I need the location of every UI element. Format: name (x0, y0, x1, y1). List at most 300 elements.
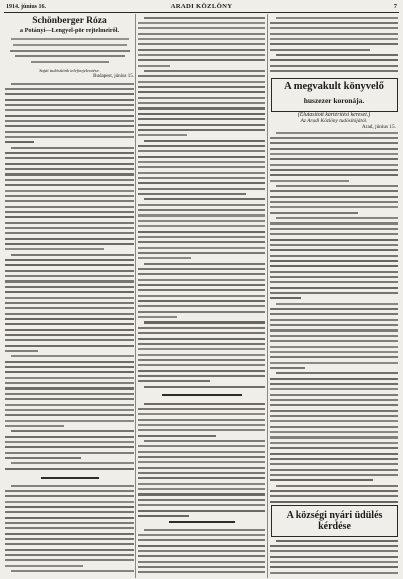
text-line (270, 287, 398, 289)
text-line (270, 33, 398, 35)
text-line (5, 387, 134, 389)
text-line (138, 113, 265, 115)
text-line (138, 182, 265, 184)
text-line (270, 550, 398, 552)
text-line (138, 33, 265, 35)
text-line (5, 393, 134, 395)
text-line (270, 180, 349, 182)
text-line (270, 399, 398, 401)
text-line (5, 184, 134, 186)
text-line (5, 522, 134, 524)
text-line (5, 109, 134, 111)
text-line (138, 429, 265, 431)
article-dateline: Arad, június 15. (361, 124, 396, 130)
text-line (270, 394, 398, 396)
text-line (138, 493, 265, 495)
text-line (138, 107, 265, 109)
text-line (5, 275, 134, 277)
text-line (5, 549, 134, 551)
text-line (5, 99, 134, 101)
text-line (138, 124, 265, 126)
text-line (5, 157, 134, 159)
text-line (5, 222, 134, 224)
text-line (5, 264, 134, 266)
text-line (5, 517, 134, 519)
text-line (270, 415, 398, 417)
text-line (5, 302, 134, 304)
text-line (5, 398, 134, 400)
text-line (11, 462, 134, 464)
text-line (138, 338, 265, 340)
text-line (138, 268, 265, 270)
text-line (270, 196, 398, 198)
text-line (270, 49, 370, 51)
text-line (138, 332, 265, 334)
text-line (270, 276, 398, 278)
text-line (270, 239, 398, 241)
text-line (270, 201, 398, 203)
text-line (138, 467, 265, 469)
text-line (138, 273, 265, 275)
text-line (138, 364, 265, 366)
text-line (276, 303, 398, 305)
text-line (138, 252, 265, 254)
text-line (5, 227, 134, 229)
text-line (276, 17, 398, 19)
text-line (5, 125, 134, 127)
text-line (138, 311, 265, 313)
text-line (144, 70, 265, 72)
text-line (5, 452, 134, 454)
text-line (270, 137, 398, 139)
text-line (270, 65, 398, 67)
text-line (138, 561, 265, 563)
text-line (5, 468, 134, 470)
text-line (276, 485, 398, 487)
text-line (5, 163, 134, 165)
text-line (138, 43, 265, 45)
text-line (144, 440, 265, 442)
page-number: 7 (393, 3, 397, 10)
text-line (5, 115, 134, 117)
text-line (138, 472, 265, 474)
text-line (5, 414, 134, 416)
text-line (270, 362, 398, 364)
text-line (138, 279, 265, 281)
text-line (270, 572, 398, 574)
text-line (138, 156, 265, 158)
issue-date: 1914. június 16. (6, 4, 47, 10)
text-line (270, 174, 398, 176)
text-line (138, 289, 265, 291)
text-line (5, 501, 134, 503)
text-line (138, 172, 265, 174)
text-line (270, 458, 398, 460)
text-line (15, 55, 125, 57)
text-line (5, 136, 134, 138)
text-line (270, 410, 398, 412)
text-line (138, 86, 265, 88)
text-line (270, 255, 398, 257)
text-line (5, 88, 134, 90)
text-line (270, 297, 301, 299)
text-line (5, 323, 134, 325)
text-line (11, 147, 134, 149)
text-line (138, 54, 265, 56)
text-line (138, 27, 265, 29)
text-line (5, 232, 134, 234)
text-line (5, 179, 134, 181)
text-line (270, 356, 398, 358)
text-line (138, 305, 265, 307)
text-line (138, 150, 265, 152)
text-line (270, 70, 398, 72)
text-line (138, 91, 265, 93)
text-line (144, 17, 265, 19)
text-line (270, 447, 398, 449)
text-line (5, 238, 134, 240)
text-line (144, 198, 265, 200)
text-line (138, 456, 265, 458)
text-line (270, 561, 398, 563)
text-line (5, 286, 134, 288)
text-line (138, 571, 265, 573)
text-line (5, 131, 134, 133)
text-line (138, 451, 265, 453)
article-byline: Az Aradi Közlöny tudósítójától. (300, 118, 368, 124)
text-line (270, 169, 398, 171)
heading-line (41, 477, 99, 480)
text-line (276, 54, 398, 56)
heading-line (169, 521, 235, 524)
text-line (5, 173, 134, 175)
text-line (5, 216, 134, 218)
text-line (138, 380, 210, 382)
text-line (270, 59, 398, 61)
text-line (5, 291, 134, 293)
text-line (270, 158, 398, 160)
text-line (5, 371, 134, 373)
text-line (138, 555, 265, 557)
text-line (138, 59, 265, 61)
text-line (270, 469, 398, 471)
text-line (5, 339, 134, 341)
text-line (276, 185, 398, 187)
text-line (270, 501, 398, 503)
text-line (5, 141, 34, 143)
text-line (138, 22, 265, 24)
text-line (138, 545, 265, 547)
text-line (270, 228, 398, 230)
text-line (138, 129, 265, 131)
text-line (138, 413, 265, 415)
text-line (5, 404, 134, 406)
text-line (144, 529, 265, 531)
text-line (270, 340, 398, 342)
text-line (270, 22, 398, 24)
text-line (138, 241, 265, 243)
text-line (270, 378, 398, 380)
article-title: A megvakult könyvelő (284, 81, 384, 92)
text-line (138, 214, 265, 216)
text-line (270, 431, 398, 433)
text-line (270, 244, 398, 246)
text-line (270, 566, 398, 568)
text-line (5, 425, 64, 427)
text-line (144, 263, 265, 265)
text-line (5, 248, 104, 250)
text-line (144, 321, 265, 323)
text-line (138, 193, 246, 195)
text-line (138, 97, 265, 99)
text-line (5, 297, 134, 299)
text-line (5, 527, 134, 529)
text-line (5, 270, 134, 272)
text-line (138, 375, 265, 377)
text-line (270, 426, 398, 428)
text-line (138, 566, 265, 568)
text-line (270, 335, 398, 337)
text-line (270, 164, 398, 166)
article-dateline: Budapest, június 15. (93, 74, 134, 79)
text-line (270, 313, 398, 315)
text-line (5, 120, 134, 122)
text-line (5, 313, 134, 315)
text-line (5, 490, 134, 492)
text-line (270, 545, 398, 547)
text-line (5, 506, 134, 508)
text-line (270, 206, 398, 208)
article-title: A községi nyári üdülés kérdése (286, 509, 383, 532)
text-line (270, 383, 398, 385)
text-line (138, 225, 265, 227)
article-byline: Saját tudósítónk telefonjelentése. (39, 68, 100, 73)
text-line (5, 168, 134, 170)
text-line (270, 346, 398, 348)
text-line (144, 403, 265, 405)
text-line (5, 345, 134, 347)
text-line (5, 104, 134, 106)
article-deck: (Elutasított kártérítési kereset.) (297, 112, 371, 118)
text-line (138, 327, 265, 329)
text-line (138, 204, 265, 206)
masthead: ARADI KÖZLÖNY (170, 3, 233, 10)
text-line (11, 254, 134, 256)
text-line (138, 145, 265, 147)
text-line (5, 211, 134, 213)
text-line (270, 490, 398, 492)
text-line (138, 161, 265, 163)
text-line (270, 479, 373, 481)
text-line (138, 461, 265, 463)
text-line (138, 38, 265, 40)
text-line (138, 65, 170, 67)
text-line (270, 43, 398, 45)
text-line (138, 102, 265, 104)
text-line (138, 488, 265, 490)
text-line (270, 308, 398, 310)
text-line (5, 377, 134, 379)
text-line (270, 324, 398, 326)
text-line (138, 134, 187, 136)
text-line (138, 177, 265, 179)
text-line (138, 515, 189, 517)
text-line (144, 386, 265, 388)
text-line (270, 212, 358, 214)
text-line (5, 559, 134, 561)
text-line (270, 495, 398, 497)
text-line (138, 220, 265, 222)
text-line (138, 188, 265, 190)
article-subtitle: huszezer koronája. (303, 96, 365, 105)
text-line (11, 485, 134, 487)
text-line (270, 233, 398, 235)
text-line (270, 265, 398, 267)
text-line (270, 249, 398, 251)
text-line (5, 543, 134, 545)
text-line (11, 355, 134, 357)
article-subtitle: a Potányi—Lengyel-pör rejtelmeiről. (19, 27, 120, 34)
text-line (270, 271, 398, 273)
text-line (5, 243, 134, 245)
text-line (5, 554, 134, 556)
text-line (138, 477, 265, 479)
text-line (270, 222, 398, 224)
text-line (5, 195, 134, 197)
text-line (276, 372, 398, 374)
text-line (10, 50, 130, 52)
text-line (270, 329, 398, 331)
text-line (138, 408, 265, 410)
text-line (270, 367, 305, 369)
text-line (138, 49, 265, 51)
text-line (138, 75, 265, 77)
article-title: Schönberger Róza (32, 16, 107, 26)
text-line (11, 83, 134, 85)
text-line (5, 93, 134, 95)
text-line (5, 409, 134, 411)
text-line (5, 457, 81, 459)
text-line (5, 200, 134, 202)
text-line (270, 319, 398, 321)
text-line (138, 435, 216, 437)
text-line (5, 307, 134, 309)
text-line (5, 190, 134, 192)
text-line (5, 565, 83, 567)
text-line (5, 436, 134, 438)
text-line (138, 257, 191, 259)
text-line (138, 510, 265, 512)
text-line (138, 483, 265, 485)
text-line (138, 247, 265, 249)
text-line (5, 280, 134, 282)
text-line (270, 404, 398, 406)
text-line (138, 209, 265, 211)
text-line (270, 463, 398, 465)
text-line (11, 570, 134, 572)
text-line (11, 38, 129, 40)
text-line (5, 366, 134, 368)
text-line (270, 442, 398, 444)
text-line (5, 420, 134, 422)
text-line (270, 281, 398, 283)
text-line (5, 152, 134, 154)
text-line (5, 329, 134, 331)
text-line (270, 388, 398, 390)
text-line (5, 361, 134, 363)
text-line (11, 430, 134, 432)
text-line (138, 231, 265, 233)
text-line (138, 236, 265, 238)
text-line (270, 38, 398, 40)
text-line (5, 538, 134, 540)
heading-line (162, 394, 242, 397)
text-line (270, 153, 398, 155)
text-line (270, 27, 398, 29)
text-line (5, 533, 134, 535)
text-line (5, 495, 134, 497)
text-line (138, 118, 265, 120)
text-line (138, 166, 265, 168)
text-line (276, 217, 398, 219)
text-line (138, 284, 265, 286)
text-line (270, 142, 398, 144)
text-line (144, 140, 265, 142)
text-line (270, 436, 398, 438)
text-line (276, 132, 398, 134)
text-line (138, 316, 177, 318)
text-line (138, 550, 265, 552)
text-line (138, 295, 265, 297)
text-line (138, 343, 265, 345)
text-line (138, 348, 265, 350)
text-line (5, 511, 134, 513)
text-line (270, 453, 398, 455)
text-line (5, 382, 134, 384)
text-line (31, 61, 109, 63)
text-line (270, 260, 398, 262)
text-line (5, 441, 134, 443)
text-line (276, 540, 398, 542)
text-line (138, 445, 265, 447)
text-line (5, 259, 134, 261)
text-line (138, 504, 265, 506)
text-line (270, 556, 398, 558)
text-line (138, 370, 265, 372)
text-line (138, 539, 265, 541)
text-line (270, 420, 398, 422)
text-line (5, 446, 134, 448)
text-line (138, 419, 265, 421)
text-line (138, 534, 265, 536)
text-line (270, 292, 398, 294)
text-line (13, 44, 127, 46)
text-line (270, 190, 398, 192)
text-line (270, 474, 398, 476)
text-line (138, 359, 265, 361)
text-line (138, 354, 265, 356)
text-line (5, 206, 134, 208)
text-line (138, 81, 265, 83)
text-line (270, 148, 398, 150)
text-line (138, 300, 265, 302)
text-line (5, 350, 38, 352)
text-line (138, 499, 265, 501)
text-line (270, 351, 398, 353)
text-line (5, 334, 134, 336)
text-line (5, 318, 134, 320)
text-line (138, 424, 265, 426)
